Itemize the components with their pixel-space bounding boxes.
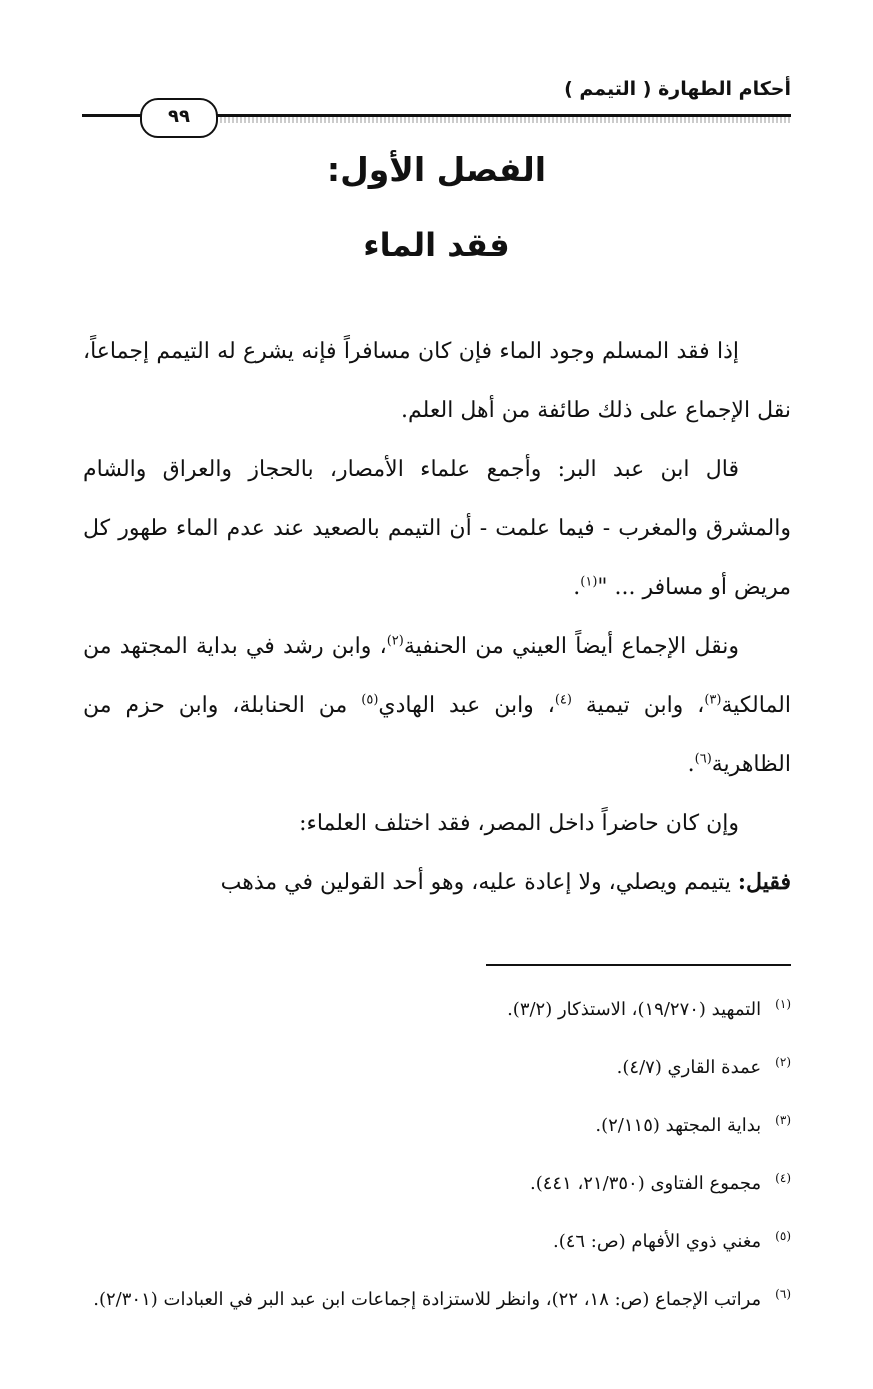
footnote-ref-1[interactable]: (١) — [580, 574, 598, 590]
footnote-number: (١) — [775, 997, 791, 1011]
paragraph-3-part-b: ، وابن رشد في بداية المجتهد من المالكية — [83, 634, 791, 718]
footnotes — [83, 978, 791, 1326]
footnote-text: مغني ذوي الأفهام (ص: ٤٦). — [552, 1231, 762, 1252]
footnote-ref-4[interactable]: (٤) — [554, 692, 572, 708]
footnote-2 — [83, 1036, 791, 1094]
footnote-text: مجموع الفتاوى (٢١/٣٥٠، ٤٤١). — [530, 1173, 762, 1194]
paragraph-3-part-e: من الحنابلة، وابن حزم من الظاهرية — [83, 693, 791, 777]
footnote-1 — [83, 978, 791, 1036]
footnote-text: بداية المجتهد (٢/١١٥). — [595, 1115, 762, 1136]
paragraph-5 — [83, 853, 791, 912]
footnote-number: (٦) — [775, 1287, 791, 1301]
paragraph-3-part-d: ، وابن عبد الهادي — [378, 693, 555, 718]
chapter-title: الفصل الأول: — [326, 150, 547, 189]
footnote-rule — [486, 964, 791, 966]
footnote-text: عمدة القاري (٤/٧). — [616, 1057, 762, 1078]
paragraph-3 — [83, 617, 791, 794]
footnote-3 — [83, 1094, 791, 1152]
paragraph-3-part-f: . — [687, 752, 695, 777]
paragraph-2-end: . — [573, 575, 581, 600]
paragraph-5-text: يتيمم ويصلي، ولا إعادة عليه، وهو أحد القولين في مذهب — [220, 870, 738, 895]
footnote-ref-3[interactable]: (٣) — [704, 692, 722, 708]
paragraph-2-text: قال ابن عبد البر: وأجمع علماء الأمصار، بالحجاز والعراق والشام والمشرق والمغرب - فيما علمت - أن التيمم بالصعيد عند عدم الماء طهور كل مريض أو مسافر ... " — [83, 457, 791, 600]
footnote-number: (٥) — [775, 1229, 791, 1243]
paragraph-5-lead: فقيل: — [737, 869, 791, 895]
footnote-6 — [83, 1268, 791, 1326]
section-title: فقد الماء — [363, 226, 510, 264]
paragraph-1: إذا فقد المسلم وجود الماء فإن كان مسافراً فإنه يشرع له التيمم إجماعاً، نقل الإجماع على ذلك طائفة من أهل العلم. — [83, 339, 791, 423]
footnote-text: التمهيد (١٩/٢٧٠)، الاستذكار (٣/٢). — [507, 999, 762, 1020]
body-text — [83, 322, 791, 912]
footnote-5 — [83, 1210, 791, 1268]
paragraph-2 — [83, 440, 791, 617]
paragraph-4: وإن كان حاضراً داخل المصر، فقد اختلف العلماء: — [299, 811, 739, 836]
footnote-ref-2[interactable]: (٢) — [386, 633, 404, 649]
footnote-number: (٤) — [775, 1171, 791, 1185]
footnote-ref-6[interactable]: (٦) — [694, 751, 712, 767]
footnote-number: (٢) — [775, 1055, 791, 1069]
footnote-text: مراتب الإجماع (ص: ١٨، ٢٢)، وانظر للاستزادة إجماعات ابن عبد البر في العبادات (٢/٣٠١). — [93, 1289, 762, 1310]
footnote-ref-5[interactable]: (٥) — [361, 692, 379, 708]
paragraph-3-part-c: ، وابن تيمية — [571, 693, 705, 718]
footnote-4 — [83, 1152, 791, 1210]
running-title: أحكام الطهارة ( التيمم ) — [564, 78, 791, 100]
paragraph-3-part-a: ونقل الإجماع أيضاً العيني من الحنفية — [403, 634, 739, 659]
page-number: ٩٩ — [140, 98, 218, 138]
footnote-number: (٣) — [775, 1113, 791, 1127]
header-shade — [220, 117, 791, 123]
